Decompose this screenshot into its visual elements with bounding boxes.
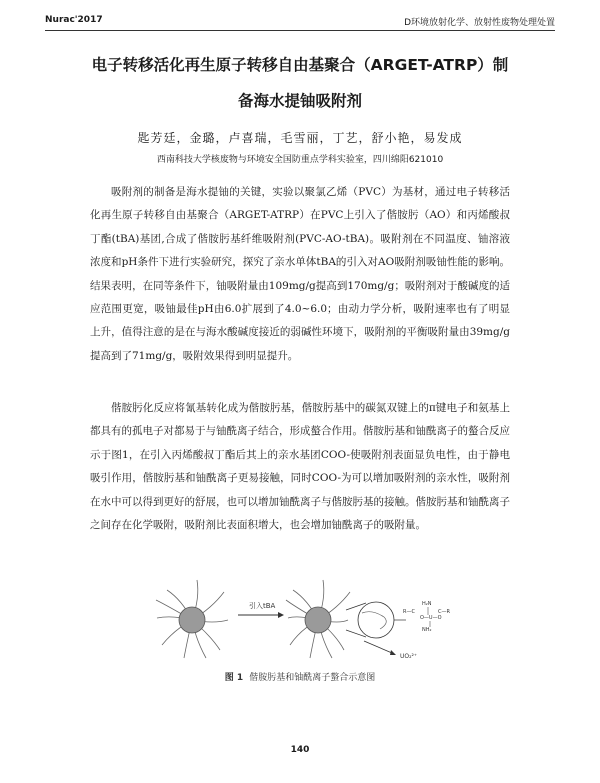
paragraph-1: 吸附剂的制备是海水提铀的关键，实验以聚氯乙烯（PVC）为基材，通过电子转移活化再生原子转移自由基聚合（ARGET-ATRP）在PVC上引入了偕胺肟（AO）和丙烯酸叔丁酯(tBA)基团,合成了偕胺肟基纤维吸附剂(PVC-AO-tBA)。吸附剂在不同温度、铀溶液浓度和pH条件下进行实验研究，探究了亲水单体tBA的引入对AO吸附剂吸铀性能的影响。结果表明，在同等条件下，铀吸附量由109mg/g提高到170mg/g；吸附剂对于酸碱度的适应范围更宽，吸铀最佳pH由6.0扩展到了4.0~6.0；由动力学分析，吸附速率也有了明显上升，值得注意的是在与海水酸碱度接近的弱碱性环境下，吸附剂的平衡吸附量由39mg/g提高到了71mg/g，吸附效果得到明显提升。 (90, 186, 510, 362)
chelation-diagram (150, 575, 450, 665)
magnified-view (346, 602, 406, 638)
svg-text:R—C: R—C (403, 609, 415, 615)
running-header (45, 12, 555, 30)
svg-text:O—U—O: O—U—O (420, 615, 442, 621)
title-line-1: 电子转移活化再生原子转移自由基聚合（ARGET-ATRP）制 (91, 56, 509, 74)
fiber-particle-right (286, 580, 350, 658)
reaction-arrow (238, 612, 284, 618)
figure-caption-text: 偕胺肟基和铀酰离子螯合示意图 (249, 673, 376, 683)
chelate-structure (403, 601, 450, 633)
figure-label: 图 1 (224, 673, 244, 683)
svg-text:C—R: C—R (438, 609, 450, 615)
uranyl-label: UO₂²⁺ (400, 653, 418, 660)
paragraph-2: 偕胺肟化反应将氰基转化成为偕胺肟基，偕胺肟基中的碳氮双键上的π键电子和氨基上都具有的孤电子对都易于与铀酰离子结合，形成螯合作用。偕胺肟基和铀酰离子的螯合反应示于图1，在引入丙烯酸叔丁酯后其上的亲水基团COO-使吸附剂表面显负电性，由于静电吸引作用，偕胺肟基和铀酰离子更易接触，同时COO-为可以增加吸附剂的亲水性，吸附剂在水中可以得到更好的舒展，也可以增加铀酰离子与偕胺肟基的接触。偕胺肟基和铀酰离子之间存在化学吸附，吸附剂比表面积增大，也会增加铀酰离子的吸附量。 (90, 402, 510, 532)
title-line-2: 备海水提铀吸附剂 (237, 92, 362, 110)
arrow-label: 引入tBA (249, 602, 276, 610)
paper-title (60, 47, 540, 119)
journal-name: Nurac'2017 (45, 15, 103, 25)
author-list: 匙芳廷，金璐，卢喜瑞，毛雪丽，丁艺，舒小艳，易发成 (137, 131, 463, 145)
page-number: 140 (290, 745, 310, 755)
svg-text:H₂N: H₂N (422, 601, 432, 607)
header-rule (45, 30, 555, 31)
figure-caption (0, 670, 600, 683)
section-name: D环境放射化学、放射性废物处理处置 (404, 18, 555, 28)
uranyl-arrow (364, 641, 396, 655)
affiliation: 西南科技大学核废物与环境安全国防重点学科实验室，四川绵阳621010 (156, 155, 444, 165)
svg-text:NH₂: NH₂ (422, 627, 432, 633)
fiber-particle-left (156, 580, 228, 658)
